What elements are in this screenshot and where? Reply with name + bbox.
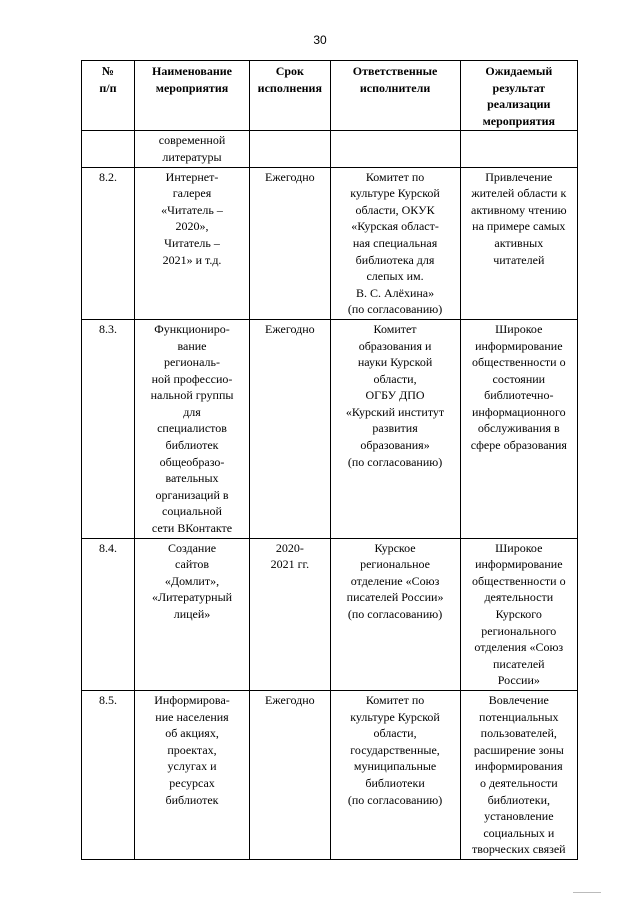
cell-number: 8.5. (82, 690, 135, 859)
cell-name: Создание сайтов «Домлит», «Литературный лицей» (134, 538, 249, 690)
cell-responsible (330, 131, 460, 167)
header-number: № п/п (82, 61, 135, 131)
table-header-row (82, 61, 578, 131)
cell-number: 8.2. (82, 167, 135, 319)
cell-term: Ежегодно (250, 690, 330, 859)
scan-mark (573, 892, 601, 893)
page-number: 30 (313, 33, 327, 47)
header-result: Ожидаемый результат реализации мероприятия (460, 61, 577, 131)
table-row (82, 538, 578, 690)
cell-result: Вовлечение потенциальных пользователей, расширение зоны информирования о деятельности библиотеки, установление социальных и творческих связей (460, 690, 577, 859)
header-name: Наименование мероприятия (134, 61, 249, 131)
cell-responsible: Комитет по культуре Курской области, ОКУК «Курская област- ная специальная библиотека для слепых им. В. С. Алёхина» (по согласованию) (330, 167, 460, 319)
cell-responsible: Курское региональное отделение «Союз писателей России» (по согласованию) (330, 538, 460, 690)
cell-number (82, 131, 135, 167)
table-row (82, 167, 578, 319)
cell-responsible: Комитет образования и науки Курской области, ОГБУ ДПО «Курский институт развития образования» (по согласованию) (330, 319, 460, 538)
cell-responsible: Комитет по культуре Курской области, государственные, муниципальные библиотеки (по согласованию) (330, 690, 460, 859)
table-row (82, 319, 578, 538)
cell-term: Ежегодно (250, 319, 330, 538)
measures-table (81, 60, 578, 860)
cell-term: 2020- 2021 гг. (250, 538, 330, 690)
cell-name: Функциониро- вание региональ- ной профессио- нальной группы для специалистов библиотек общеобразо- вательных организаций в социальной сети ВКонтакте (134, 319, 249, 538)
header-responsible: Ответственные исполнители (330, 61, 460, 131)
cell-result: Привлечение жителей области к активному чтению на примере самых активных читателей (460, 167, 577, 319)
table-row (82, 690, 578, 859)
header-term: Срок исполнения (250, 61, 330, 131)
cell-result (460, 131, 577, 167)
table-row-continuation (82, 131, 578, 167)
cell-term: Ежегодно (250, 167, 330, 319)
cell-name: Интернет- галерея «Читатель – 2020», Читатель – 2021» и т.д. (134, 167, 249, 319)
cell-name: современной литературы (134, 131, 249, 167)
cell-result: Широкое информирование общественности о деятельности Курского регионального отделения «Союз писателей России» (460, 538, 577, 690)
cell-number: 8.3. (82, 319, 135, 538)
cell-number: 8.4. (82, 538, 135, 690)
cell-name: Информирова- ние населения об акциях, проектах, услугах и ресурсах библиотек (134, 690, 249, 859)
cell-result: Широкое информирование общественности о состоянии библиотечно- информационного обслуживания в сфере образования (460, 319, 577, 538)
cell-term (250, 131, 330, 167)
